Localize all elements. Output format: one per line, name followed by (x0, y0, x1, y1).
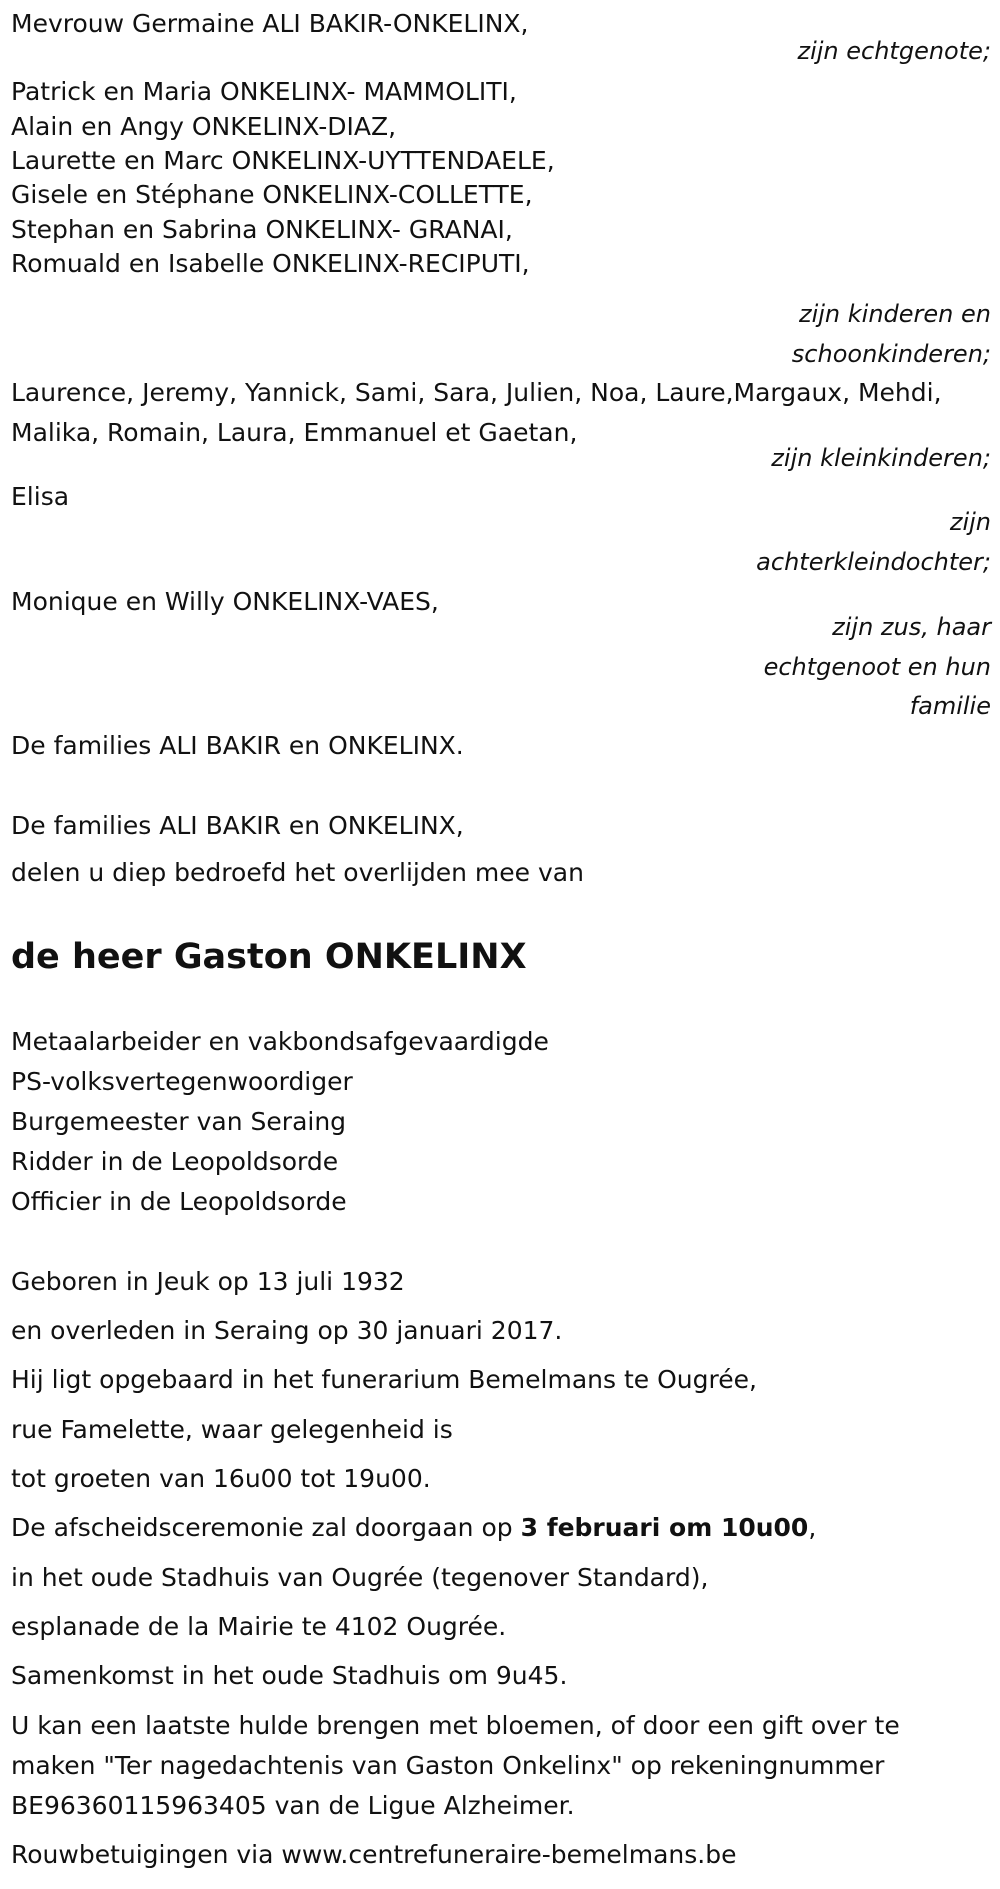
ceremony-line (11, 1508, 981, 1548)
children-relation: schoonkinderen; (791, 340, 991, 368)
sister-relation: zijn zus, haar (832, 613, 991, 641)
sister-relation: echtgenoot en hun (763, 653, 991, 681)
spouse-relation: zijn echtgenote; (797, 37, 991, 65)
deceased-title: Burgemeester van Seraing (11, 1107, 347, 1136)
great-grandchild-relation: achterkleindochter; (756, 548, 991, 576)
families-line: De families ALI BAKIR en ONKELINX. (11, 731, 464, 760)
grandchildren-relation: zijn kleinkinderen; (771, 444, 991, 472)
condolences-line: Rouwbetuigingen via www.centrefuneraire-bemelmans.be (11, 1840, 737, 1869)
death-line: en overleden in Seraing op 30 januari 2017. (11, 1316, 563, 1345)
grandchildren-line: Malika, Romain, Laura, Emmanuel et Gaetan, (11, 418, 578, 447)
children-relation: zijn kinderen en (799, 300, 991, 328)
child-line: Alain en Angy ONKELINX-DIAZ, (11, 112, 397, 141)
great-grandchild-relation: zijn (949, 508, 991, 536)
child-line: Gisele en Stéphane ONKELINX-COLLETTE, (11, 180, 533, 209)
deceased-title: Ridder in de Leopoldsorde (11, 1147, 339, 1176)
ceremony-date: 3 februari om 10u00 (520, 1513, 809, 1542)
deceased-title: Metaalarbeider en vakbondsafgevaardigde (11, 1027, 549, 1056)
grandchildren-line: Laurence, Jeremy, Yannick, Sami, Sara, Julien, Noa, Laure,Margaux, Mehdi, (11, 378, 942, 407)
great-grandchild-line: Elisa (11, 482, 70, 511)
laid-out-line: Hij ligt opgebaard in het funerarium Bemelmans te Ougrée, (11, 1365, 757, 1394)
deceased-name: de heer Gaston ONKELINX (11, 937, 527, 977)
deceased-title: Officier in de Leopoldsorde (11, 1187, 347, 1216)
child-line: Patrick en Maria ONKELINX- MAMMOLITI, (11, 77, 517, 106)
deceased-title: PS-volksvertegenwoordiger (11, 1067, 353, 1096)
ceremony-prefix: De afscheidsceremonie zal doorgaan op (11, 1513, 521, 1542)
spouse-line: Mevrouw Germaine ALI BAKIR-ONKELINX, (11, 9, 529, 38)
location-line: in het oude Stadhuis van Ougrée (tegenover Standard), (11, 1563, 709, 1592)
tribute-paragraph: U kan een laatste hulde brengen met bloemen, of door een gift over te maken "Ter nagedachtenis van Gaston Onkelinx" op rekeningnummer BE96360115963405 van de Ligue Alzheimer. (11, 1711, 900, 1820)
visiting-hours-line: tot groeten van 16u00 tot 19u00. (11, 1464, 431, 1493)
ceremony-suffix: , (808, 1513, 817, 1542)
birth-line: Geboren in Jeuk op 13 juli 1932 (11, 1267, 405, 1296)
child-line: Stephan en Sabrina ONKELINX- GRANAI, (11, 215, 513, 244)
street-line: rue Famelette, waar gelegenheid is (11, 1415, 453, 1444)
child-line: Laurette en Marc ONKELINX-UYTTENDAELE, (11, 146, 555, 175)
gathering-line: Samenkomst in het oude Stadhuis om 9u45. (11, 1661, 568, 1690)
address-line: esplanade de la Mairie te 4102 Ougrée. (11, 1612, 507, 1641)
sister-relation: familie (909, 692, 991, 720)
sister-line: Monique en Willy ONKELINX-VAES, (11, 587, 439, 616)
child-line: Romuald en Isabelle ONKELINX-RECIPUTI, (11, 249, 530, 278)
families-line: De families ALI BAKIR en ONKELINX, (11, 811, 464, 840)
announcement-line: delen u diep bedroefd het overlijden mee van (11, 858, 584, 887)
